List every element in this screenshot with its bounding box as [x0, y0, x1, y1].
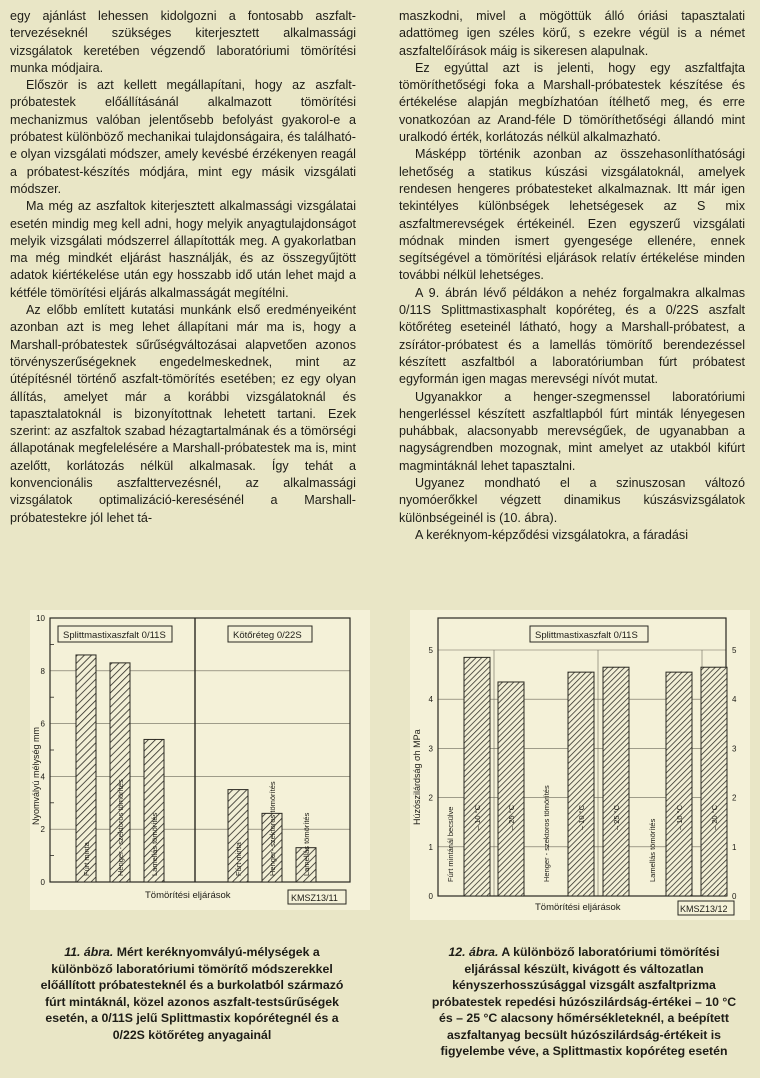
y-tick-label-right: 1 [732, 842, 737, 852]
y-tick-label: 2 [428, 793, 433, 803]
bar-temp-label: – 10 °C [675, 804, 684, 830]
bar [701, 667, 727, 896]
bar-temp-label: – 25 °C [507, 804, 516, 830]
caption-text: A különböző laboratóriumi tömörítési eljárással készült, kivágott és változatlan kényszerhosszúsággal vizsgált aszfaltprizma próbatestek repedési húzószilárdság-értékei – 10 °C és – 25 °C alacsony hőmérsékleteknél, a beépített aszfaltanyag becsült húzószilárdság-értékeit is figyelembe véve, a Splittmastix kopóréteg esetén [431, 945, 737, 1058]
bar-label: Henger- szektoros tömörítés [268, 781, 277, 876]
caption-number: 12. ábra. [448, 945, 499, 959]
paragraph: Először is azt kellett megállapítani, hogy az aszfalt-próbatestek előállításánál alkalmazott tömörítési mechanizmus valóban jelentősebb befolyást gyakorol-e a próbatest különböző mechanikai tulajdonságaira, és található-e olyan vizsgálati módszer, amely kevésbé érzékenyen reagál a próbatest-készítés módjára, mint egy másik vizsgálati módszer. [10, 78, 356, 196]
paragraph: A 9. ábrán lévő példákon a nehéz forgalmakra alkalmas 0/11S Splittmastixasphalt kopóréteg, és a 0/22S aszfalt kötőréteg eseteinél látható, hogy a Marshall-próbatest, a zsírátor-próbatest és a lamellás tömörítő berendezéssel készített aszfaltból a laboratóriumban fúrt próbatest egyformán igen magas merevségi nívót mutat. [399, 285, 745, 387]
bar-label: Fúrt minta [82, 842, 91, 876]
paragraph: Ugyanakkor a henger-szegmenssel laboratóriumi hengerléssel készített aszfaltlapból fúrt minták lényegesen puhábbak, alacsonyabb merevségűek, de ugyanabban a nagyságrendben mozognak, mint amelyet az utakból kifúrt magmintáknál lehet tapasztalni. [399, 389, 745, 473]
bar-temp-label: – 25 °C [612, 804, 621, 830]
bar [498, 682, 524, 896]
bar-label: Fúrt minta [234, 842, 243, 876]
text-column-right [399, 8, 745, 544]
y-tick-label-right: 3 [732, 744, 737, 754]
bar [603, 667, 629, 896]
bar-label: Lamellás tömörítés [150, 812, 159, 876]
paragraph: Ma még az aszfaltok kiterjesztett alkalmassági vizsgálatai esetén mindig meg kell adni, hogy melyik anyagtulajdonságot melyik vizsgálati módszerrel állapították meg. A gyakorlatban ma még mindkét eljárást használják, és az összegyűjtött adatok kiértékelése után egy hosszabb idő után lehet majd a kétféle tömörítési eljárás alkalmasságát megítélni. [10, 199, 356, 300]
x-axis-label: Tömörítési eljárások [535, 902, 621, 913]
figure-12-chart [410, 610, 750, 920]
y-tick-label: 1 [428, 842, 433, 852]
y-tick-label: 8 [40, 666, 45, 676]
caption-number: 11. ábra. [64, 945, 114, 959]
x-axis-label: Tömörítési eljárások [145, 890, 231, 901]
group-label: Henger - szektoros tömörítés [542, 785, 551, 882]
figure-code: KMSZ13/12 [680, 904, 728, 914]
y-tick-label: 4 [428, 695, 433, 705]
bar-temp-label: – 10 °C [473, 804, 482, 830]
paragraph: A keréknyom-képződési vizsgálatokra, a fáradási [415, 527, 688, 542]
paragraph: egy ajánlást lehessen kidolgozni a fontosabb aszfalt-tervezéseknél szükséges kiterjesztett alkalmassági vizsgálatok keretében végzendő laboratóriumi tömörítési munka módjaira. [10, 9, 356, 75]
group-label: Lamellás tömörítés [648, 818, 657, 882]
figure-11-chart [30, 610, 370, 910]
paragraph: Az előbb említett kutatási munkánk első eredményeiként azonban azt is meg lehet állapítani már ma is, hogy a Marshall-próbatestek sűrűségváltozásai alapvetően azonos törvényszerűségeknek engedelmeskednek, mint az útépítésnél történő aszfalt-tömörítés esetében; ez egy olyan állítás, amelyet már a korábbi vizsgálatoknál és tapasztalatoknál is bizonyítottnak lehetett tartani. Ezek szerint: az aszfaltok szabad hézagtartalmának és a tömörségi állapotának megfelelésére a Marshall-próbatestek ma is, mint azelőtt, korlátozás nélkül alkalmasak. Így tehát a konvencionális aszfalttervezésnél, az alkalmassági vizsgálatok optimalizáció-keresésénél a Marshall-próbatestekre jól lehet tá- [10, 303, 356, 525]
legend-box-right: Kötőréteg 0/22S [233, 630, 302, 641]
paragraph: maszkodni, mivel a mögöttük álló óriási tapasztalati adattömeg igen széles körű, s ezekre végül is a német aszfaltelőírások máig is sikeresen alapulnak. [399, 9, 745, 58]
y-tick-label-right: 4 [732, 695, 737, 705]
y-tick-label: 2 [40, 825, 45, 835]
figure-code: KMSZ13/11 [291, 893, 338, 903]
bar [666, 672, 692, 896]
bar [568, 672, 594, 896]
legend-box-left: Splittmastixaszfalt 0/11S [63, 630, 166, 641]
y-tick-label-right: 2 [732, 793, 737, 803]
y-tick-label: 0 [40, 878, 45, 887]
bar-label: Henger - szektoros tömörítés [116, 779, 125, 876]
y-tick-label: 10 [36, 614, 45, 623]
y-tick-label-right: 0 [732, 892, 737, 901]
y-axis-label: Húzószilárdság σh MPa [412, 729, 422, 825]
caption-text: Mért keréknyomvályú-mélységek a különböző laboratóriumi tömörítő módszerekkel előállított próbatesteknél és a burkolatból származó fúrt mintáknál, közel azonos aszfalt-testsűrűségek esetén, a 0/11S jelű Splittmastix kopórétegnél és a 0/22S kötőréteg anyagainál [40, 945, 344, 1042]
text-column-left [10, 8, 356, 527]
bar-temp-label: – 10 °C [577, 804, 586, 830]
paragraph: Másképp történik azonban az összehasonlíthatósági lehetőség a statikus kúszási vizsgálatoknál, amelyek rendesen hengeres próbatesteket alkalmaznak. Itt már igen tekintélyes különbségek lehetségesek az S mix aszfaltmerevségek értékeinél. Ezen egyszerű vizsgálati módnak minden ismert gyengesége ellenére, ennek segítségével a tömörítési eljárások relatív értékelése minden további nélkül lehetséges. [399, 147, 745, 283]
y-tick-label: 5 [428, 646, 433, 655]
figure-11-caption [32, 944, 352, 1043]
figure-12-caption [424, 944, 744, 1060]
y-tick-label: 0 [428, 892, 433, 901]
bar [464, 657, 490, 896]
group-label: Fúrt mintánál becsülve [446, 806, 455, 882]
paragraph: Ez egyúttal azt is jelenti, hogy egy aszfaltfajta tömöríthetőségi foka a Marshall-próbatestek készítése és értékelése alapján megbízhatóan ítélhető meg, és erre vonatkozóan az Arand-féle D tömöríthetőségi állandó mint uralkodó érték, korlátozás nélkül alkalmazható. [399, 60, 745, 145]
y-tick-label: 4 [40, 772, 45, 782]
y-tick-label: 3 [428, 744, 433, 754]
y-axis-label: Nyomvályú mélység mm [31, 726, 41, 825]
legend-box: Splittmastixaszfalt 0/11S [535, 630, 638, 641]
bar-label: Lamellás tömörítés [302, 812, 311, 876]
y-tick-label-right: 5 [732, 646, 737, 655]
paragraph: Ugyanez mondható el a szinuszosan változó nyomóerőkkel végzett dinamikus kúszásvizsgálatok különbségeinél is (10. ábra). [399, 476, 745, 525]
y-tick-label: 6 [40, 719, 45, 729]
bar-temp-label: – 20 °C [710, 804, 719, 830]
